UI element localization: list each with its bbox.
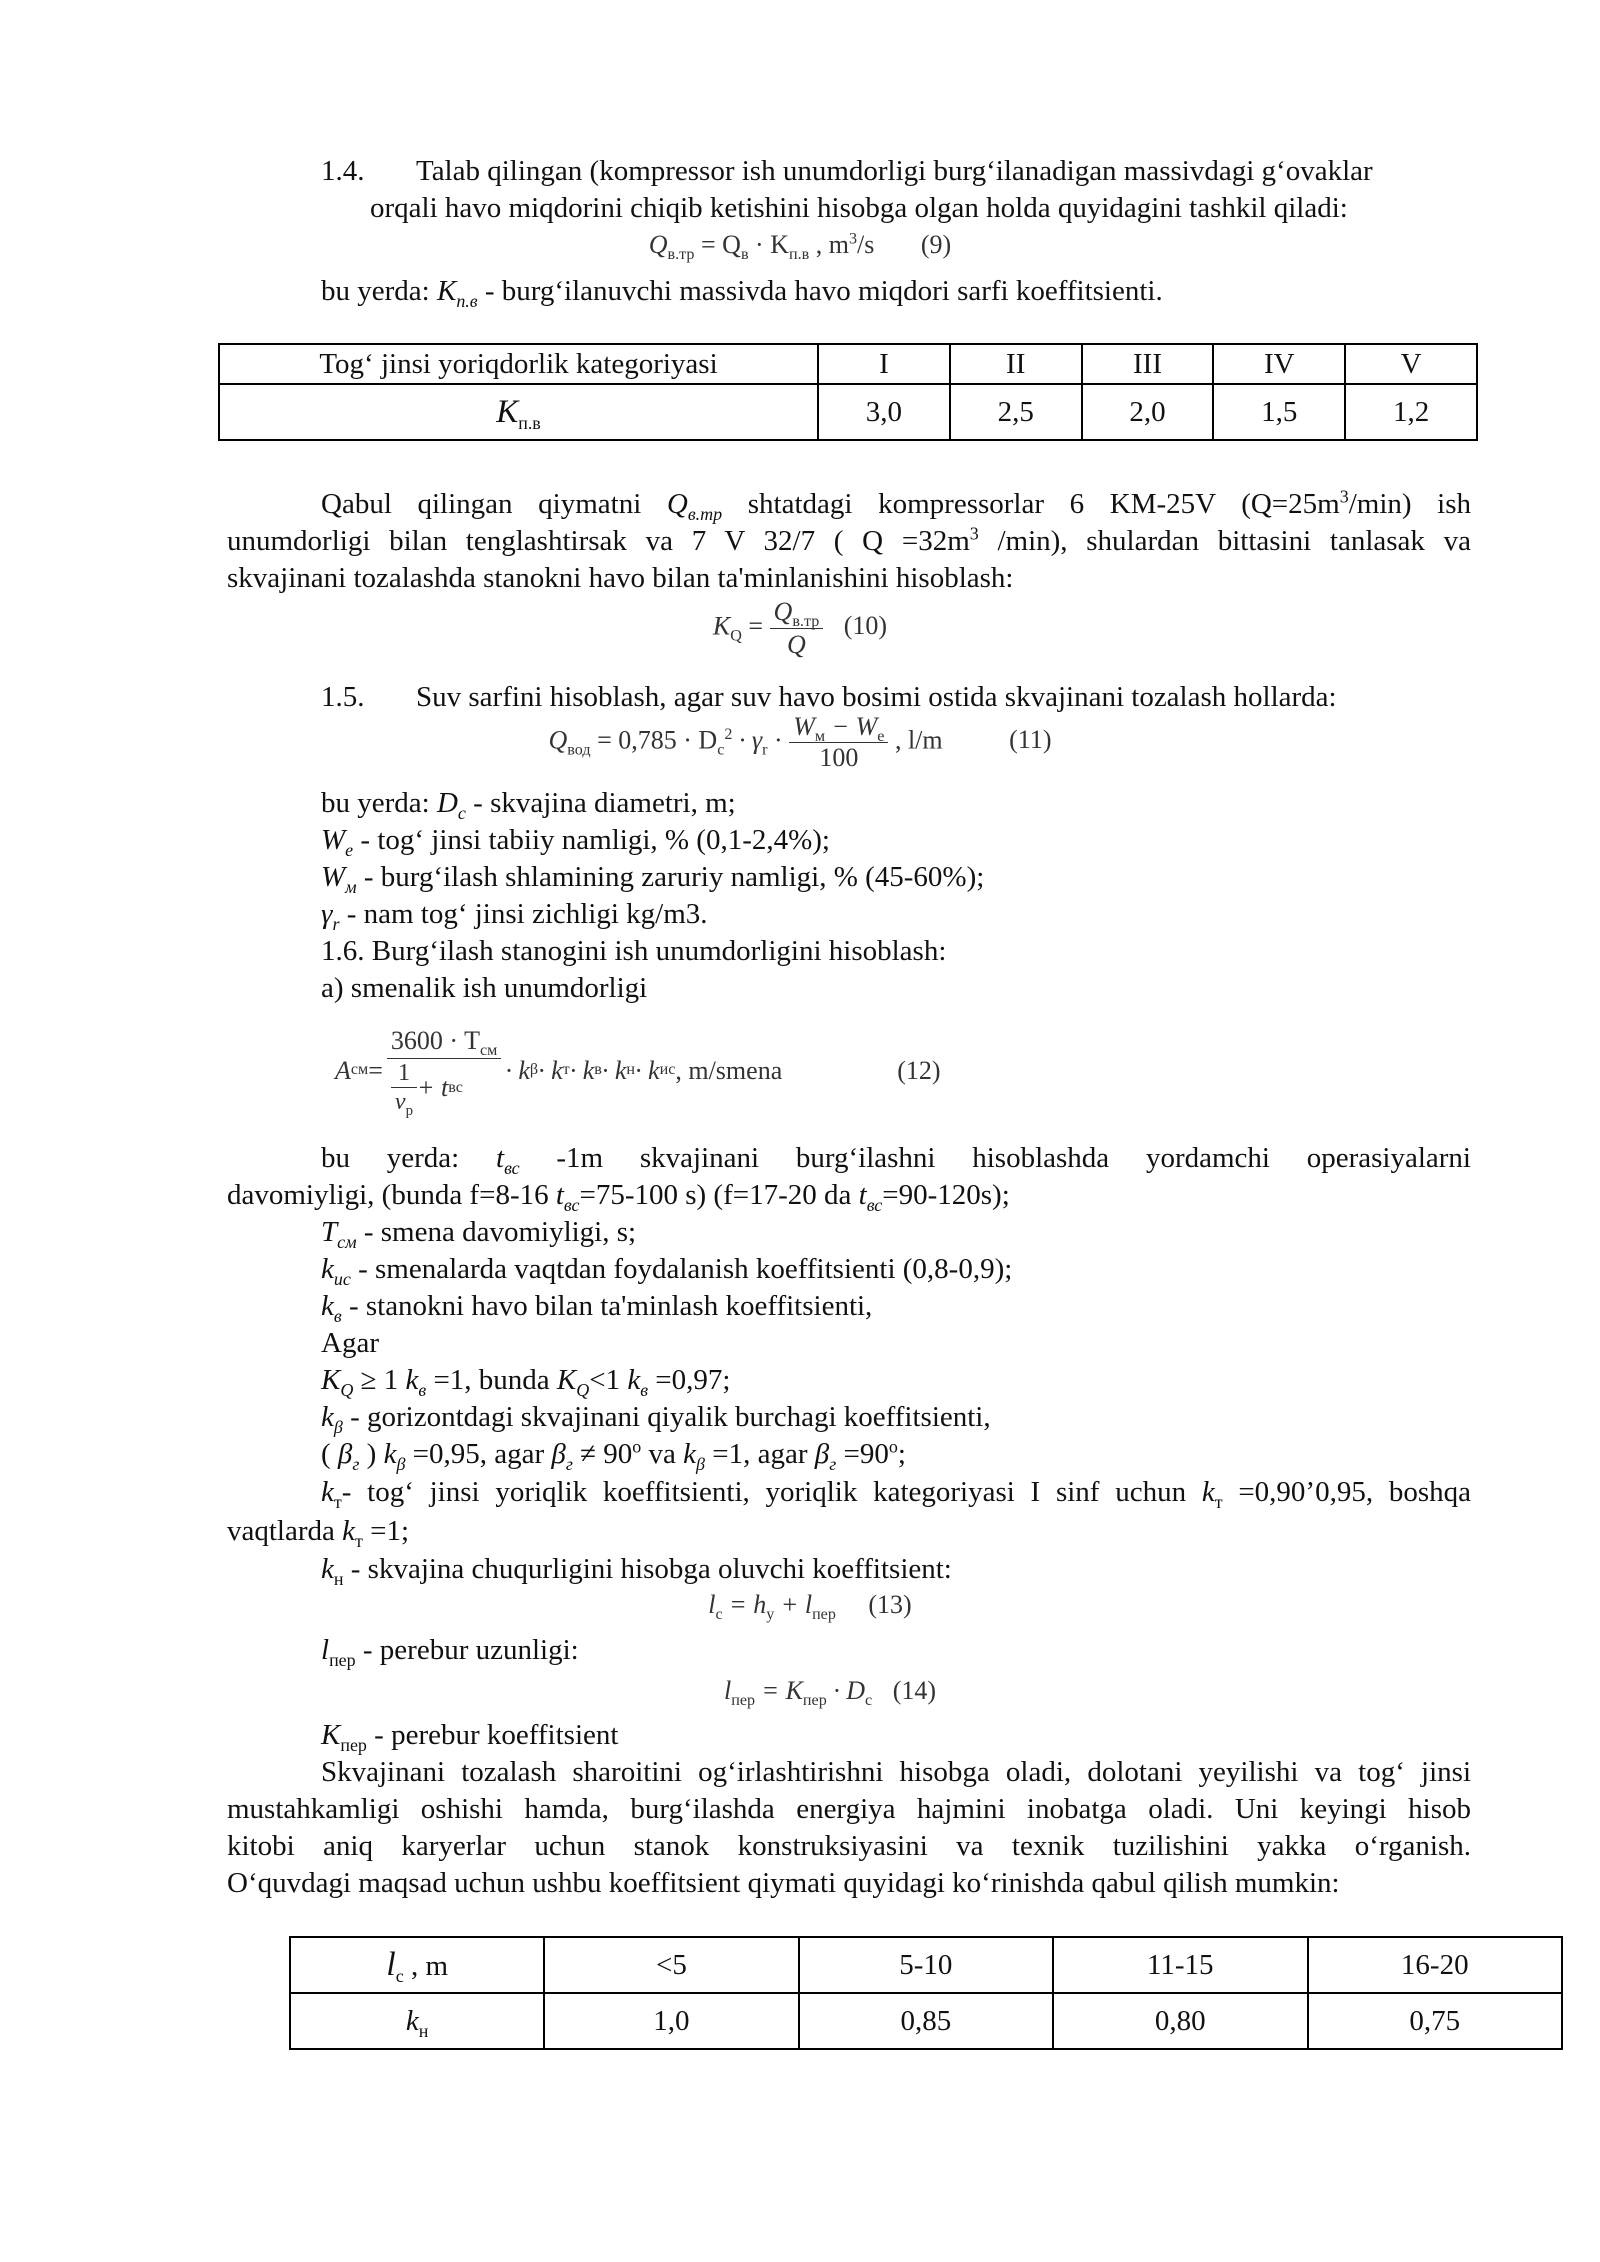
value-cell: 0,80: [1053, 1993, 1307, 2049]
value-cell: 2,0: [1082, 384, 1214, 440]
range-cell: 16-20: [1308, 1937, 1563, 1993]
category-cell: V: [1345, 344, 1477, 384]
table-row: [219, 344, 1477, 384]
def-kn: $k_н$ - skvajina chuqurligini hisobga oluvchi koeffitsient:: [321, 1553, 952, 1589]
def-dc: bu yerda: $D_c$ - skvajina diametri, m;: [321, 787, 736, 823]
equation-number-12: (12): [897, 1055, 941, 1085]
section-1-4-line2: orqali havo miqdorini chiqib ketishini hisobga olgan holda quyidagini tashkil qiladi:: [370, 192, 1348, 224]
final-para-line3: kitobi aniq karyerlar uchun stanok konstruksiyasini va texnik tuzilishini yakka o‘rganish.: [227, 1830, 1471, 1862]
equation-number-9: (9): [920, 230, 952, 259]
def-kbeta: $k_\beta$ - gorizontdagi skvajinani qiyalik burchagi koeffitsienti,: [321, 1401, 991, 1437]
where-kpv: bu yerda: $K_{п.в}$ - burg‘ilanuvchi massivda havo miqdori sarfi koeffitsienti.: [321, 275, 1163, 311]
value-cell: 1,0: [544, 1993, 798, 2049]
def-kv: $k_в$ - stanokni havo bilan ta'minlash koeffitsienti,: [321, 1290, 873, 1326]
category-cell: IV: [1213, 344, 1345, 384]
category-cell: I: [818, 344, 950, 384]
def-wm: $W_м$ - burg‘ilash shlamining zaruriy namligi, % (45-60%);: [321, 861, 985, 897]
section-1-6-title: 1.6. Burg‘ilash stanogini ish unumdorligini hisoblash:: [321, 935, 947, 967]
formula-9: $Q_{в.тр} = Q_в \cdot K_{п.в}$ , $m^3/s$ (9): [0, 226, 1600, 263]
section-1-5-text: Suv sarfini hisoblash, agar suv havo bosimi ostida skvajinani tozalash hollarda:: [416, 681, 1337, 713]
kq-condition: $K_Q \ge 1$ $k_в =1$, bunda $K_Q<1$ $k_в =0,97$;: [321, 1364, 731, 1400]
final-para-line4: O‘quvdagi maqsad uchun ushbu koeffitsient qiymati quyidagi ko‘rinishda qabul qilish mumkin:: [227, 1867, 1340, 1899]
equation-number-10: (10): [843, 611, 888, 641]
table-header-lc: $l_c$ , m: [290, 1937, 544, 1993]
equation-number-11: (11): [1009, 725, 1052, 755]
value-cell: 0,85: [799, 1993, 1053, 2049]
def-we: $W_e$ - tog‘ jinsi tabiiy namligi, % (0,1-2,4%);: [321, 824, 830, 860]
para-12-line2: davomiyligi, (bunda f=8-16 $t_{вс}=75-100$ s) (f=17-20 da $t_{вс}=90-120s$);: [227, 1179, 1010, 1215]
para-q-line2: unumdorligi bilan tenglashtirsak va 7 V 32/7 ( $Q =32m^3$ /min), shulardan bittasini tanlasak va: [227, 523, 1472, 557]
section-1-6-sub-a: a) smenalik ish unumdorligi: [321, 972, 648, 1004]
table-row: [290, 1937, 1562, 1993]
section-number-1-4: 1.4.: [321, 155, 365, 187]
fraction-10: $\frac{Q_{в.тр}}{Q}$: [770, 596, 824, 661]
fraction-11: $\frac{W_м - W_e}{100}$: [789, 712, 888, 773]
para-12-line1: bu yerda: $t_{вс}$ -1m skvajinani burg‘ilashni hisoblashda yordamchi operasiyalarni: [321, 1142, 1471, 1178]
value-cell: 1,2: [1345, 384, 1477, 440]
formula-13: $l_c = h_y + l_{пер}$ (13): [0, 1586, 1600, 1623]
value-cell: 3,0: [818, 384, 950, 440]
def-kt-line1: $k_т-$ tog‘ jinsi yoriqlik koeffitsienti, yoriqlik kategoriyasi I sinf uchun $k_т$ =0,90’0,95, boshqa: [321, 1476, 1471, 1512]
def-kt-line2: vaqtlarda $k_т =1$;: [227, 1515, 410, 1551]
def-lper: $l_{пер}$ - perebur uzunligi:: [321, 1634, 579, 1670]
equation-number-14: (14): [892, 1676, 937, 1705]
category-cell: II: [950, 344, 1082, 384]
table-row: [219, 384, 1477, 440]
range-cell: <5: [544, 1937, 798, 1993]
def-kis: $k_{ис}$ - smenalarda vaqtdan foydalanish koeffitsienti (0,8-0,9);: [321, 1253, 1013, 1289]
table-row: [290, 1993, 1562, 2049]
depth-coefficient-table: [289, 1936, 1563, 2050]
agar-label: Agar: [321, 1327, 379, 1359]
formula-10: $K_Q$ = $\frac{Q_{в.тр}}{Q}$ (10): [712, 597, 888, 659]
row-label-kpv: $K_{п.в}$: [219, 384, 818, 440]
final-para-line1: Skvajinani tozalash sharoitini og‘irlashtirishni hisobga oladi, dolotani yeyilishi va tog‘ jinsi: [321, 1756, 1471, 1788]
kbeta-condition: ( $\beta_г$ ) $k_\beta =0,95$, agar $\beta_г \ne 90^o$ va $k_\beta =1$, agar $\beta_г =90^o$;: [321, 1436, 906, 1474]
def-tsm: $T_{см}$ - smena davomiyligi, s;: [321, 1216, 637, 1252]
para-q-line3: skvajinani tozalashda stanokni havo bilan ta'minlanishini hisoblash:: [227, 562, 1014, 594]
section-number-1-5: 1.5.: [321, 681, 365, 713]
table-header-label: Tog‘ jinsi yoriqdorlik kategoriyasi: [219, 344, 818, 384]
fraction-12: $3600 \cdot T_{см}$ $\frac{1}{v_р}$ + t вс: [387, 1024, 501, 1116]
row-label-kn: $k_н$: [290, 1993, 544, 2049]
formula-12: A см = $3600 \cdot T_{см}$ $\frac{1}{v_р}$ + t вс · k β · k т · k в · k н · k ис , m/smena (12): [335, 1026, 941, 1119]
category-cell: III: [1082, 344, 1214, 384]
def-kper: $K_{пер}$ - perebur koeffitsient: [321, 1719, 619, 1755]
section-1-4-line1: Talab qilingan (kompressor ish unumdorligi burg‘ilanadigan massivdagi g‘ovaklar: [416, 155, 1373, 187]
range-cell: 11-15: [1053, 1937, 1307, 1993]
final-para-line2: mustahkamligi oshishi hamda, burg‘ilashda energiya hajmini inobatga oladi. Uni keyingi hisob: [227, 1793, 1471, 1825]
def-gamma: $\gamma_r$ - nam tog‘ jinsi zichligi kg/m3.: [321, 898, 708, 934]
formula-14: $l_{пер} = K_{пер} \cdot D_c$ (14): [0, 1672, 1600, 1709]
range-cell: 5-10: [799, 1937, 1053, 1993]
para-q-line1: Qabul qilingan qiymatni $Q_{в.тр}$ shtatdagi kompressorlar 6 KM-25V $(Q=25m^3/\min)$ ish: [321, 486, 1472, 524]
value-cell: 0,75: [1308, 1993, 1563, 2049]
value-cell: 1,5: [1213, 384, 1345, 440]
value-cell: 2,5: [950, 384, 1082, 440]
formula-11: $Q_{вод} = 0,785 \cdot D_c^2 \cdot \gamma_r$ · $\frac{W_м - W_e}{100}$ , l/m (11): [548, 712, 1052, 772]
equation-number-13: (13): [868, 1590, 912, 1619]
fracture-category-table: [218, 343, 1478, 441]
